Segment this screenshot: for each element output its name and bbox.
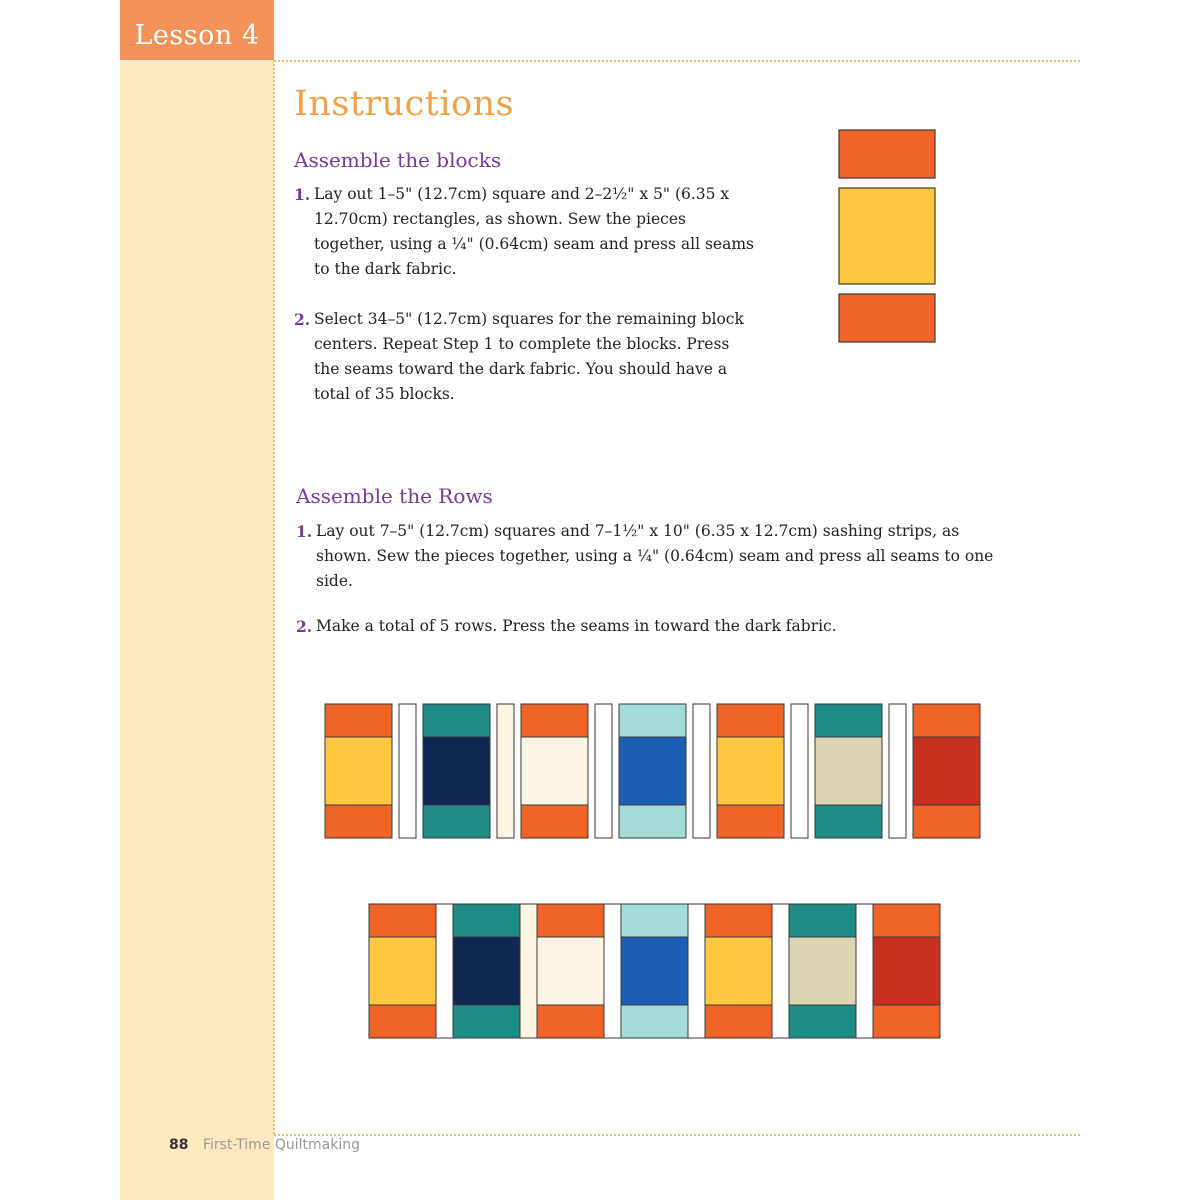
row-block-center (913, 737, 980, 805)
step-number: 1. (296, 522, 313, 541)
row-block-center (521, 737, 588, 805)
sidebar-dotted-rule (273, 60, 275, 1134)
bottom-dotted-rule (274, 1134, 1080, 1136)
row-block-top (423, 704, 490, 737)
rows-step-1 (296, 519, 1016, 594)
row-block-center (619, 737, 686, 805)
step-text: Lay out 7–5" (12.7cm) squares and 7–1½" x 10" (6.35 x 12.7cm) sashing strips, as shown. Sew the pieces together, using a ¼" (0.64cm) seam and press all seams to one side. (316, 522, 994, 590)
sashing-strip (856, 904, 873, 1038)
row-block-center (325, 737, 392, 805)
row-block-top (717, 704, 784, 737)
step-number: 1. (294, 185, 311, 204)
row-block-bottom (717, 805, 784, 838)
row-block-center (705, 937, 772, 1005)
step-text: Make a total of 5 rows. Press the seams in toward the dark fabric. (316, 617, 837, 635)
sashing-strip (889, 704, 906, 838)
row-block-top (537, 904, 604, 937)
row-block-top (621, 904, 688, 937)
row-block-bottom (423, 805, 490, 838)
page-title: Instructions (294, 84, 515, 124)
row-block-bottom (873, 1005, 940, 1038)
row-block-center (717, 737, 784, 805)
page-footer (169, 1137, 360, 1153)
row-block-center (621, 937, 688, 1005)
page-number: 88 (169, 1137, 189, 1153)
section-heading-rows: Assemble the Rows (296, 484, 493, 508)
step-text: Select 34–5" (12.7cm) squares for the remaining block centers. Repeat Step 1 to complete the blocks. Press the seams toward the dark fabric. You should have a total of 35 blocks. (314, 310, 744, 403)
row-block-top (521, 704, 588, 737)
row-block-center (369, 937, 436, 1005)
row-block-top (453, 904, 520, 937)
row-block-bottom (619, 805, 686, 838)
rows-step-2 (296, 614, 1016, 639)
row-block-bottom (913, 805, 980, 838)
sashing-strip (520, 904, 537, 1038)
row-block-center (453, 937, 520, 1005)
blocks-step-1 (294, 182, 754, 282)
row-block-bottom (453, 1005, 520, 1038)
book-title: First-Time Quiltmaking (202, 1137, 361, 1153)
block-top-rectangle (839, 130, 935, 178)
row-block-bottom (537, 1005, 604, 1038)
row-block-bottom (369, 1005, 436, 1038)
step-number: 2. (296, 617, 313, 636)
row-block-bottom (815, 805, 882, 838)
block-center-square (839, 188, 935, 284)
row-block-center (423, 737, 490, 805)
sashing-strip (772, 904, 789, 1038)
row-block-top (369, 904, 436, 937)
row-block-center (537, 937, 604, 1005)
step-number: 2. (294, 310, 311, 329)
row-block-center (789, 937, 856, 1005)
sashing-strip (436, 904, 453, 1038)
row-block-center (815, 737, 882, 805)
row-block-bottom (789, 1005, 856, 1038)
row-block-top (815, 704, 882, 737)
section-heading-blocks: Assemble the blocks (294, 148, 502, 172)
sashing-strip (688, 904, 705, 1038)
row-block-top (913, 704, 980, 737)
row-block-top (873, 904, 940, 937)
sashing-strip (497, 704, 514, 838)
row-block-top (705, 904, 772, 937)
step-text: Lay out 1–5" (12.7cm) square and 2–2½" x 5" (6.35 x 12.70cm) rectangles, as shown. Sew the pieces together, using a ¼" (0.64cm) seam and press all seams to the dark fabric. (314, 185, 754, 278)
row-block-top (619, 704, 686, 737)
row-block-top (325, 704, 392, 737)
sashing-strip (399, 704, 416, 838)
sashing-strip (604, 904, 621, 1038)
row-block-bottom (621, 1005, 688, 1038)
row-block-top (789, 904, 856, 937)
row-block-center (873, 937, 940, 1005)
row-block-bottom (705, 1005, 772, 1038)
sashing-strip (595, 704, 612, 838)
lesson-tab: Lesson 4 (120, 0, 274, 60)
sashing-strip (791, 704, 808, 838)
row-block-bottom (521, 805, 588, 838)
blocks-step-2 (294, 307, 754, 407)
sashing-strip (693, 704, 710, 838)
row-block-bottom (325, 805, 392, 838)
left-sidebar-band (120, 0, 274, 1200)
top-dotted-rule (274, 60, 1080, 62)
single-block-diagram (830, 120, 946, 352)
block-bottom-rectangle (839, 294, 935, 342)
